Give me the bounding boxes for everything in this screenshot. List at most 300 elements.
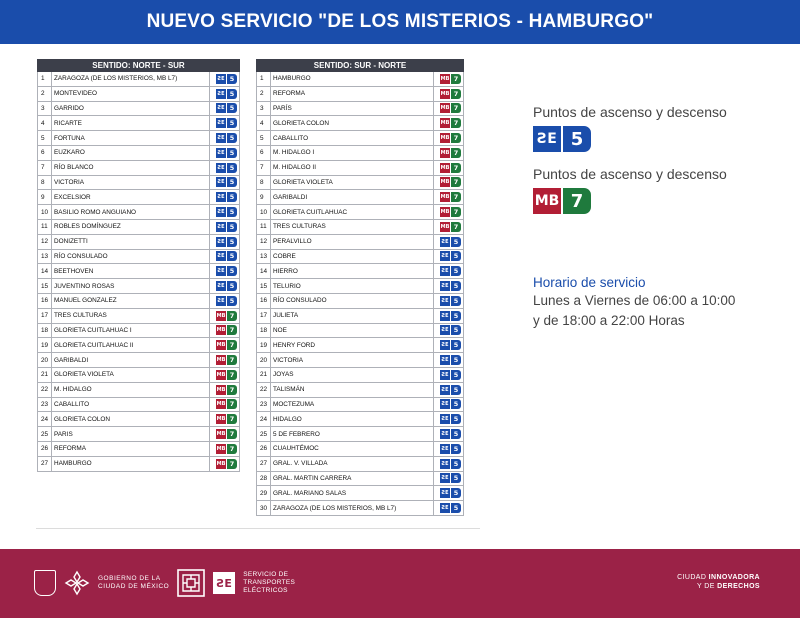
stop-icons [209, 72, 239, 87]
ste-badge-icon: ƧE [217, 179, 225, 186]
metrobus-badge-icon: MB [440, 194, 450, 201]
knot-pattern-icon [177, 569, 205, 597]
ste-badge-icon: ƧE [217, 75, 225, 82]
government-line-1: GOBIERNO DE LA [98, 575, 161, 582]
line-7-badge-icon: 7 [227, 399, 237, 409]
stop-number: 16 [257, 293, 271, 308]
stop-name: TALISMÁN [271, 382, 434, 397]
stop-number: 8 [38, 175, 52, 190]
stop-number: 22 [257, 382, 271, 397]
stop-number: 4 [257, 116, 271, 131]
ste-line-2: TRANSPORTES [243, 579, 296, 586]
stop-icons [433, 427, 463, 442]
stop-icons [209, 279, 239, 294]
stop-number: 19 [38, 338, 52, 353]
table-row [257, 205, 464, 220]
stop-icons [433, 308, 463, 323]
stop-name: COBRE [271, 249, 434, 264]
stop-name: REFORMA [271, 86, 434, 101]
table-row [257, 471, 464, 486]
table-row [257, 72, 464, 87]
stop-icons [433, 501, 463, 516]
line-5-badge-icon: 5 [451, 237, 461, 247]
stop-icons [433, 175, 463, 190]
stop-icons [433, 234, 463, 249]
metrobus-badge-icon: MB [216, 386, 226, 393]
legend-icons-line5 [533, 126, 591, 152]
ste-badge-icon: ƧE [217, 149, 225, 156]
legend-icons-line7 [533, 188, 591, 214]
line-7-badge-icon: 7 [451, 89, 461, 99]
ste-footer-logo-icon: ƧE [213, 572, 235, 594]
stop-name: TRES CULTURAS [271, 219, 434, 234]
stop-icons [433, 219, 463, 234]
table-row [257, 501, 464, 516]
line-5-badge-icon: 5 [451, 459, 461, 469]
line-5-badge-icon: 5 [227, 207, 237, 217]
stop-name: RÍO CONSULADO [271, 293, 434, 308]
line-5-badge-icon: 5 [451, 488, 461, 498]
metrobus-badge-icon: MB [440, 90, 450, 97]
table-row [257, 308, 464, 323]
table-row [257, 234, 464, 249]
line-5-badge-icon: 5 [451, 325, 461, 335]
stop-number: 21 [257, 367, 271, 382]
stop-number: 15 [257, 279, 271, 294]
line-5-badge-icon: 5 [227, 296, 237, 306]
stop-name: CUAUHTÉMOC [271, 441, 434, 456]
line-5-badge-icon: 5 [227, 192, 237, 202]
ste-logo-icon: ƧE [533, 126, 561, 152]
stop-name: JOYAS [271, 367, 434, 382]
stop-icons [209, 205, 239, 220]
stop-number: 25 [38, 427, 52, 442]
stop-icons [433, 205, 463, 220]
stop-number: 30 [257, 501, 271, 516]
stop-number: 5 [257, 131, 271, 146]
slogan-prefix: CIUDAD [677, 574, 707, 581]
schedule-line-2: y de 18:00 a 22:00 Horas [533, 313, 685, 328]
ste-badge-icon: ƧE [441, 342, 449, 349]
stop-number: 24 [38, 412, 52, 427]
stop-icons [209, 116, 239, 131]
metrobus-badge-icon: MB [216, 312, 226, 319]
line-5-badge-icon: 5 [227, 237, 237, 247]
metrobus-badge-icon: MB [216, 460, 226, 467]
metrobus-badge-icon: MB [440, 209, 450, 216]
route-table-north-south [37, 59, 240, 472]
stop-name: GRAL. MARTIN CARRERA [271, 471, 434, 486]
table-row [38, 86, 240, 101]
table-row [38, 367, 240, 382]
stop-name: PERALVILLO [271, 234, 434, 249]
table-heading-north-south: SENTIDO: NORTE - SUR [38, 60, 240, 72]
line-7-badge-icon: 7 [451, 118, 461, 128]
ste-badge-icon: ƧE [441, 312, 449, 319]
stop-number: 5 [38, 131, 52, 146]
table-row [257, 293, 464, 308]
table-row [38, 219, 240, 234]
stop-name: NOE [271, 323, 434, 338]
ste-line-1: SERVICIO DE [243, 571, 289, 578]
table-row [257, 249, 464, 264]
stop-name: GLORIETA CUITLAHUAC [271, 205, 434, 220]
table-row [257, 101, 464, 116]
stop-name: FORTUNA [52, 131, 210, 146]
stop-icons [433, 131, 463, 146]
table-row [257, 456, 464, 471]
stop-number: 14 [38, 264, 52, 279]
stop-name: GLORIETA CUITLAHUAC I [52, 323, 210, 338]
stop-icons [433, 367, 463, 382]
stop-number: 19 [257, 338, 271, 353]
stop-number: 1 [257, 72, 271, 87]
stop-icons [209, 367, 239, 382]
stop-name: GLORIETA COLON [52, 412, 210, 427]
stop-name: JUVENTINO ROSAS [52, 279, 210, 294]
stop-name: GLORIETA VIOLETA [52, 367, 210, 382]
line-5-badge-icon: 5 [451, 414, 461, 424]
stop-number: 11 [257, 219, 271, 234]
line-5-badge-icon: 5 [227, 89, 237, 99]
slogan-mid: Y DE [696, 583, 715, 590]
stop-icons [209, 101, 239, 116]
ste-badge-icon: ƧE [441, 327, 449, 334]
metrobus-badge-icon: MB [440, 75, 450, 82]
line-7-badge-icon: 7 [227, 385, 237, 395]
stop-icons [209, 86, 239, 101]
stop-number: 25 [257, 427, 271, 442]
line-7-badge-icon: 7 [451, 133, 461, 143]
ste-badge-icon: ƧE [217, 297, 225, 304]
stop-icons [433, 353, 463, 368]
stop-name: DONIZETTI [52, 234, 210, 249]
line-5-badge-icon: 5 [227, 133, 237, 143]
table-row [257, 338, 464, 353]
ste-badge-icon: ƧE [217, 194, 225, 201]
stop-icons [433, 293, 463, 308]
line-5-badge-icon: 5 [227, 118, 237, 128]
table-row [38, 145, 240, 160]
stop-name: RICARTE [52, 116, 210, 131]
line-5-badge-icon: 5 [451, 503, 461, 513]
stop-name: GARRIDO [52, 101, 210, 116]
table-row [257, 175, 464, 190]
line-5-badge-icon: 5 [451, 251, 461, 261]
stop-name: RÍO BLANCO [52, 160, 210, 175]
table-row [257, 323, 464, 338]
metrobus-badge-icon: MB [440, 120, 450, 127]
divider [36, 528, 480, 529]
stop-number: 9 [38, 190, 52, 205]
ste-badge-icon: ƧE [217, 135, 225, 142]
stop-name: TELURIO [271, 279, 434, 294]
cdmx-logo-icon [64, 570, 90, 596]
metrobus-badge-icon: MB [216, 445, 226, 452]
table-row [257, 116, 464, 131]
stop-name: MONTEVIDEO [52, 86, 210, 101]
stop-name: M. HIDALGO [52, 382, 210, 397]
stop-icons [209, 456, 239, 471]
line-5-badge-icon: 5 [451, 296, 461, 306]
schedule-title: Horario de servicio [533, 275, 646, 290]
stop-number: 13 [257, 249, 271, 264]
line-5-badge-icon: 5 [451, 266, 461, 276]
stop-number: 10 [257, 205, 271, 220]
stop-name: HAMBURGO [52, 456, 210, 471]
ste-label [243, 571, 295, 595]
stop-icons [209, 160, 239, 175]
line-5-badge-icon: 5 [227, 281, 237, 291]
metrobus-badge-icon: MB [216, 357, 226, 364]
stop-icons [209, 190, 239, 205]
line-7-badge-icon: 7 [227, 370, 237, 380]
table-row [38, 190, 240, 205]
stop-icons [433, 471, 463, 486]
stop-name: HAMBURGO [271, 72, 434, 87]
table-row [257, 367, 464, 382]
ste-badge-icon: ƧE [441, 386, 449, 393]
metrobus-badge-icon: MB [440, 164, 450, 171]
stop-name: VICTORIA [52, 175, 210, 190]
table-row [257, 86, 464, 101]
line-7-badge-icon: 7 [451, 222, 461, 232]
stop-name: HIERRO [271, 264, 434, 279]
slogan-bold-2: DERECHOS [717, 583, 760, 590]
ste-badge-icon: ƧE [441, 490, 449, 497]
stop-number: 10 [38, 205, 52, 220]
stop-icons [433, 145, 463, 160]
stop-name: GRAL. MARIANO SALAS [271, 486, 434, 501]
table-row [38, 264, 240, 279]
stop-number: 24 [257, 412, 271, 427]
stop-number: 1 [38, 72, 52, 87]
stop-name: GLORIETA COLON [271, 116, 434, 131]
metrobus-badge-icon: MB [216, 431, 226, 438]
legend-label-line7: Puntos de ascenso y descenso [533, 166, 727, 182]
line-7-badge-icon: 7 [227, 444, 237, 454]
table-row [38, 427, 240, 442]
line-5-badge-icon: 5 [227, 177, 237, 187]
stop-icons [209, 234, 239, 249]
stop-number: 15 [38, 279, 52, 294]
ste-badge-icon: ƧE [217, 268, 225, 275]
ste-line-3: ELÉCTRICOS [243, 587, 288, 594]
line-5-badge-icon: 5 [227, 74, 237, 84]
metrobus-badge-icon: MB [440, 105, 450, 112]
stop-icons [209, 323, 239, 338]
table-row [38, 279, 240, 294]
line-7-badge-icon: 7 [451, 207, 461, 217]
stop-number: 16 [38, 293, 52, 308]
table-row [38, 175, 240, 190]
page-title: NUEVO SERVICIO "DE LOS MISTERIOS - HAMBURGO" [146, 11, 654, 32]
stop-number: 11 [38, 219, 52, 234]
stop-number: 23 [257, 397, 271, 412]
table-row [38, 116, 240, 131]
stop-number: 6 [257, 145, 271, 160]
table-row [38, 382, 240, 397]
footer-logos [34, 569, 295, 597]
stop-name: JULIETA [271, 308, 434, 323]
header-bar [0, 0, 800, 44]
line-7-badge-icon: 7 [227, 429, 237, 439]
stop-icons [209, 293, 239, 308]
stop-icons [209, 145, 239, 160]
stop-name: BASILIO ROMO ANGUIANO [52, 205, 210, 220]
stop-number: 23 [38, 397, 52, 412]
table-row [257, 353, 464, 368]
table-row [38, 397, 240, 412]
line-5-badge-icon: 5 [451, 444, 461, 454]
footer [0, 549, 800, 618]
stop-number: 14 [257, 264, 271, 279]
ste-badge-icon: ƧE [217, 164, 225, 171]
line-5-badge-icon: 5 [227, 163, 237, 173]
table-row [257, 160, 464, 175]
line-5-badge-icon: 5 [451, 370, 461, 380]
stop-number: 17 [38, 308, 52, 323]
coat-of-arms-icon [34, 570, 56, 596]
ste-badge-icon: ƧE [441, 253, 449, 260]
stop-name: GRAL. V. VILLADA [271, 456, 434, 471]
ste-badge-icon: ƧE [217, 90, 225, 97]
stop-number: 29 [257, 486, 271, 501]
stop-icons [209, 264, 239, 279]
stop-icons [209, 353, 239, 368]
stop-name: ROBLES DOMÍNGUEZ [52, 219, 210, 234]
metrobus-badge-icon: MB [440, 135, 450, 142]
ste-badge-icon: ƧE [441, 283, 449, 290]
stop-name: MANUEL GONZALEZ [52, 293, 210, 308]
table-row [257, 412, 464, 427]
line-7-badge-icon: 7 [451, 192, 461, 202]
table-row [38, 249, 240, 264]
line-7-badge-icon: 7 [227, 311, 237, 321]
stop-number: 3 [38, 101, 52, 116]
line-5-badge-icon: 5 [451, 281, 461, 291]
line-5-badge-icon: 5 [451, 311, 461, 321]
stop-number: 22 [38, 382, 52, 397]
stop-name: ZARAGOZA (DE LOS MISTERIOS, MB L7) [52, 72, 210, 87]
stop-name: ZARAGOZA (DE LOS MISTERIOS, MB L7) [271, 501, 434, 516]
stop-icons [209, 219, 239, 234]
table-row [257, 382, 464, 397]
metrobus-badge-icon: MB [216, 342, 226, 349]
stop-name: M. HIDALGO I [271, 145, 434, 160]
stop-number: 18 [257, 323, 271, 338]
ste-badge-icon: ƧE [217, 253, 225, 260]
stop-icons [209, 131, 239, 146]
metrobus-badge-icon: MB [216, 327, 226, 334]
ste-badge-icon: ƧE [217, 223, 225, 230]
line-5-badge-icon: 5 [451, 399, 461, 409]
stop-number: 12 [257, 234, 271, 249]
table-row [38, 323, 240, 338]
stop-icons [209, 427, 239, 442]
stop-icons [433, 86, 463, 101]
ste-badge-icon: ƧE [441, 268, 449, 275]
line-5-badge-icon: 5 [451, 385, 461, 395]
stop-icons [433, 249, 463, 264]
stop-name: CABALLITO [271, 131, 434, 146]
ste-badge-icon: ƧE [441, 475, 449, 482]
line-7-badge-icon: 7 [451, 103, 461, 113]
ste-badge-icon: ƧE [217, 120, 225, 127]
line-7-badge-icon: 7 [451, 148, 461, 158]
ste-badge-icon: ƧE [217, 283, 225, 290]
stop-name: VICTORIA [271, 353, 434, 368]
ste-badge-icon: ƧE [441, 401, 449, 408]
stop-icons [433, 116, 463, 131]
stop-number: 21 [38, 367, 52, 382]
stop-name: HIDALGO [271, 412, 434, 427]
table-row [257, 279, 464, 294]
table-row [38, 205, 240, 220]
ste-badge-icon: ƧE [441, 297, 449, 304]
stop-name: GLORIETA VIOLETA [271, 175, 434, 190]
line-5-badge-icon: 5 [227, 148, 237, 158]
stop-number: 7 [257, 160, 271, 175]
table-row [38, 456, 240, 471]
line-5-icon: 5 [563, 126, 591, 152]
route-table-south-north [256, 59, 464, 516]
stop-icons [433, 456, 463, 471]
stop-number: 9 [257, 190, 271, 205]
metrobus-badge-icon: MB [440, 223, 450, 230]
stop-number: 20 [257, 353, 271, 368]
table-row [38, 338, 240, 353]
ste-badge-icon: ƧE [441, 460, 449, 467]
stop-name: MOCTEZUMA [271, 397, 434, 412]
stop-number: 20 [38, 353, 52, 368]
table-row [38, 72, 240, 87]
slogan [677, 573, 760, 591]
stop-name: PARIS [52, 427, 210, 442]
stop-name: EXCELSIOR [52, 190, 210, 205]
line-5-badge-icon: 5 [227, 222, 237, 232]
ste-badge-icon: ƧE [441, 431, 449, 438]
table-row [257, 486, 464, 501]
metrobus-badge-icon: MB [216, 416, 226, 423]
stop-name: GLORIETA CUITLAHUAC II [52, 338, 210, 353]
stop-icons [209, 249, 239, 264]
stop-name: EUZKARO [52, 145, 210, 160]
stop-icons [433, 441, 463, 456]
ste-badge-icon: ƧE [441, 371, 449, 378]
line-7-badge-icon: 7 [451, 163, 461, 173]
line-7-badge-icon: 7 [227, 414, 237, 424]
stop-number: 13 [38, 249, 52, 264]
stop-name: GARIBALDI [52, 353, 210, 368]
slogan-bold-1: INNOVADORA [708, 574, 760, 581]
line-5-badge-icon: 5 [227, 251, 237, 261]
stop-icons [209, 338, 239, 353]
metrobus-badge-icon: MB [440, 149, 450, 156]
stop-icons [433, 338, 463, 353]
stop-number: 2 [257, 86, 271, 101]
ste-badge-icon: ƧE [441, 445, 449, 452]
stop-number: 2 [38, 86, 52, 101]
line-7-badge-icon: 7 [227, 355, 237, 365]
metrobus-badge-icon: MB [440, 179, 450, 186]
stop-icons [433, 72, 463, 87]
stop-name: M. HIDALGO II [271, 160, 434, 175]
line-5-badge-icon: 5 [451, 473, 461, 483]
stop-icons [209, 175, 239, 190]
table-row [38, 308, 240, 323]
table-heading-south-north: SENTIDO: SUR - NORTE [257, 60, 464, 72]
